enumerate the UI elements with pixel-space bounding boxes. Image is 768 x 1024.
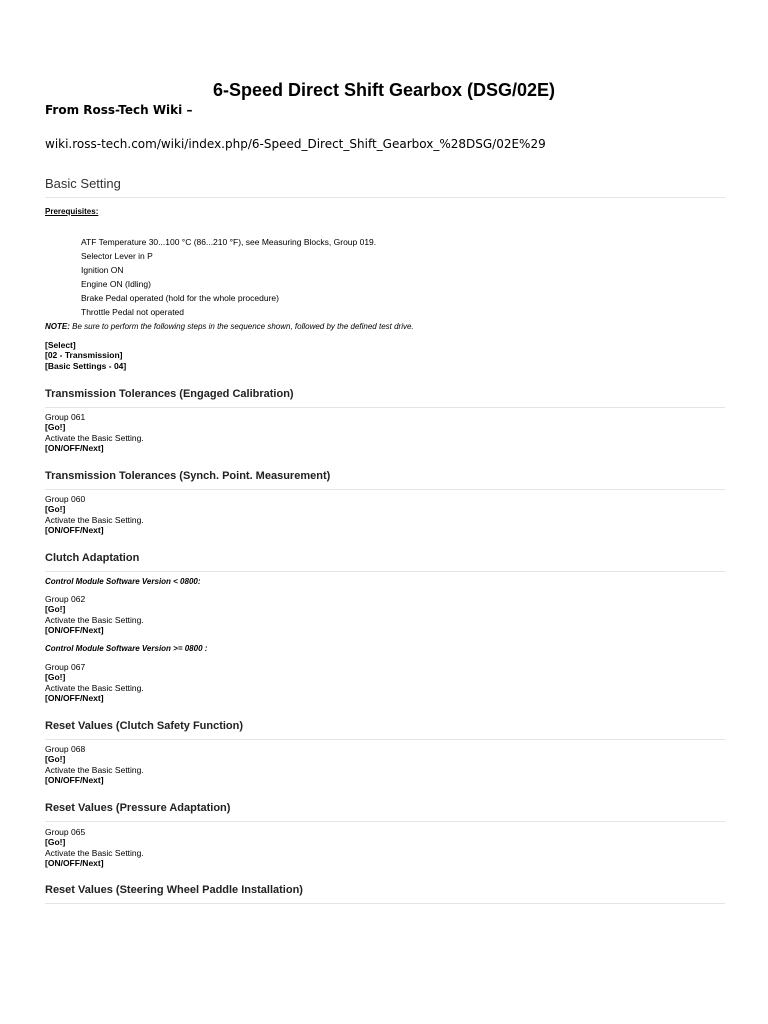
note-label: NOTE: — [45, 322, 70, 331]
prerequisites-list — [81, 236, 376, 319]
source-url: wiki.ross-tech.com/wiki/index.php/6-Speed_Direct_Shift_Gearbox_%28DSG/02E%29 — [45, 137, 546, 151]
step-block — [45, 744, 144, 785]
activate-step: Activate the Basic Setting. — [45, 682, 144, 693]
activate-step: Activate the Basic Setting. — [45, 432, 144, 443]
note-text: Be sure to perform the following steps in the sequence shown, followed by the defined test drive. — [69, 322, 414, 331]
section-divider — [45, 903, 725, 904]
section-heading: Reset Values (Pressure Adaptation) — [45, 802, 231, 814]
section-heading: Clutch Adaptation — [45, 552, 140, 564]
section-heading: Reset Values (Clutch Safety Function) — [45, 720, 244, 732]
activate-step: Activate the Basic Setting. — [45, 614, 144, 625]
source-line: From Ross-Tech Wiki – — [45, 103, 193, 117]
next-step: [ON/OFF/Next] — [45, 857, 104, 868]
group-number: Group 065 — [45, 827, 86, 837]
nav-step: [Basic Settings - 04] — [45, 360, 127, 371]
section-divider — [45, 739, 725, 740]
activate-step: Activate the Basic Setting. — [45, 764, 144, 775]
nav-step: [02 - Transmission] — [45, 350, 123, 361]
section-divider — [45, 821, 725, 822]
activate-step: Activate the Basic Setting. — [45, 847, 144, 858]
section-divider — [45, 489, 725, 490]
subheading: Control Module Software Version < 0800: — [45, 577, 201, 586]
document-title: 6-Speed Direct Shift Gearbox (DSG/02E) — [212, 80, 556, 100]
next-step: [ON/OFF/Next] — [45, 524, 104, 535]
navigation-steps — [45, 340, 126, 371]
section-divider — [45, 407, 725, 408]
step-block — [45, 662, 144, 703]
nav-step: [Select] — [45, 340, 76, 350]
step-block — [45, 494, 144, 535]
list-item: Selector Lever in P — [81, 250, 153, 261]
section-heading: Reset Values (Steering Wheel Paddle Installation) — [45, 884, 303, 896]
go-step: [Go!] — [45, 604, 66, 615]
section-heading-basic-setting: Basic Setting — [45, 176, 121, 191]
activate-step: Activate the Basic Setting. — [45, 514, 144, 525]
section-divider — [45, 197, 725, 198]
group-number: Group 061 — [45, 412, 86, 422]
list-item: Brake Pedal operated (hold for the whole procedure) — [81, 292, 279, 303]
prerequisites-label: Prerequisites: — [45, 207, 99, 216]
go-step: [Go!] — [45, 672, 66, 683]
next-step: [ON/OFF/Next] — [45, 442, 104, 453]
step-block — [45, 827, 144, 868]
section-heading: Transmission Tolerances (Synch. Point. Measurement) — [45, 470, 331, 482]
step-block — [45, 594, 144, 635]
section-heading: Transmission Tolerances (Engaged Calibration) — [45, 388, 294, 400]
list-item: Engine ON (Idling) — [81, 278, 151, 289]
section-divider — [45, 571, 725, 572]
go-step: [Go!] — [45, 837, 66, 848]
next-step: [ON/OFF/Next] — [45, 774, 104, 785]
list-item: Ignition ON — [81, 264, 124, 275]
step-block — [45, 412, 144, 453]
group-number: Group 068 — [45, 744, 86, 754]
group-number: Group 067 — [45, 662, 86, 672]
go-step: [Go!] — [45, 504, 66, 515]
note — [45, 322, 414, 331]
group-number: Group 062 — [45, 594, 86, 604]
list-item: Throttle Pedal not operated — [81, 306, 185, 317]
subheading: Control Module Software Version >= 0800 : — [45, 644, 208, 653]
list-item: ATF Temperature 30...100 °C (86...210 °F), see Measuring Blocks, Group 019. — [81, 237, 377, 247]
go-step: [Go!] — [45, 422, 66, 433]
group-number: Group 060 — [45, 494, 86, 504]
next-step: [ON/OFF/Next] — [45, 624, 104, 635]
next-step: [ON/OFF/Next] — [45, 692, 104, 703]
go-step: [Go!] — [45, 754, 66, 765]
